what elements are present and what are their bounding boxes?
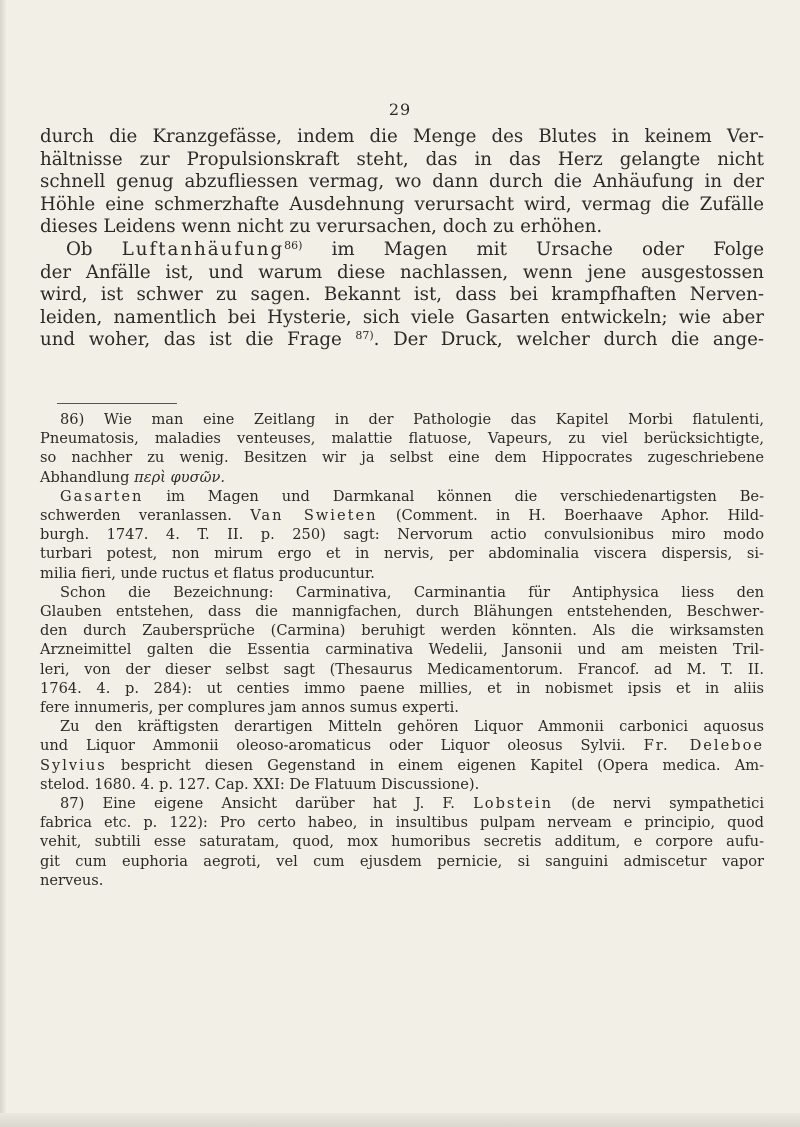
text-line: [40, 794, 764, 813]
text-line: durch die Kranzgefässe, indem die Menge des Blutes in keinem Ver-: [40, 126, 764, 147]
text-line: milia fieri, unde ructus et flatus producuntur.: [40, 564, 375, 582]
text-line: git cum euphoria aegroti, vel cum ejusdem pernicie, si sanguini admiscetur vapor: [40, 852, 764, 870]
text-line: nerveus.: [40, 871, 104, 889]
spaced-term: Luftanhäufung: [121, 238, 285, 260]
text-run: (Comment. in H. Boerhaave Aphor. Hild-: [377, 507, 764, 525]
text-line: leiden, namentlich bei Hysterie, sich viele Gasarten entwickeln; wie aber: [40, 306, 764, 328]
text-run: und woher, das ist die Frage: [40, 329, 356, 351]
page-number: 29: [388, 100, 412, 119]
text-line: fere innumeris, per complures jam annos sumus experti.: [40, 699, 459, 717]
footnote-87: [40, 794, 764, 890]
paragraph-1: [40, 126, 764, 239]
text-line: vehit, subtili esse saturatam, quod, mox humoribus secretis additum, e corpore aufu-: [40, 833, 764, 851]
spaced-term: Fr. Deleboe: [643, 737, 764, 755]
text-line: wird, ist schwer zu sagen. Bekannt ist, dass bei krampfhaften Nerven-: [40, 284, 764, 306]
footnote-86: [40, 410, 764, 794]
spaced-term: Lobstein: [473, 795, 553, 813]
text-line: hältnisse zur Propulsionskraft steht, das in das Herz gelangte nicht: [40, 148, 764, 170]
text-run: Abhandlung: [40, 468, 135, 486]
text-line: der Anfälle ist, und warum diese nachlassen, wenn jene ausgestossen: [40, 261, 764, 283]
text-line: turbari potest, non mirum ergo et in nervis, per abdominalia viscera dispersis, si-: [40, 545, 764, 563]
scan-edge-bottom: [0, 1113, 800, 1127]
spaced-term: Sylvius: [40, 756, 107, 774]
text-line: 1764. 4. p. 284): ut centies immo paene millies, et in nobismet ipsis et in aliis: [40, 679, 764, 697]
text-line: [40, 329, 764, 352]
text-run: . Der Druck, welcher durch die ange-: [373, 329, 764, 351]
greek-title: περὶ φυσῶν.: [134, 468, 225, 486]
text-line: fabrica etc. p. 122): Pro certo habeo, in insultibus pulpam nerveam e principio, quod: [40, 814, 764, 832]
text-line: Höhle eine schmerzhafte Ausdehnung verursacht wird, vermag die Zufälle: [40, 193, 764, 215]
text-line: [40, 468, 764, 487]
scan-edge-left: [0, 0, 6, 1127]
spaced-term: Gasarten: [60, 487, 144, 505]
text-line: 86) Wie man eine Zeitlang in der Pathologie das Kapitel Morbi flatulenti,: [60, 411, 764, 428]
text-run: schwerden veranlassen.: [40, 507, 251, 525]
text-line: leri, von der dieser selbst sagt (Thesaurus Medicamentorum. Francof. ad M. T. II.: [40, 660, 764, 678]
paragraph-2: [40, 239, 764, 352]
text-line: Schon die Bezeichnung: Carminativa, Carminantia für Antiphysica liess den: [60, 583, 764, 601]
text-line: schnell genug abzufliessen vermag, wo dann durch die Anhäufung in der: [40, 171, 764, 193]
text-line: Pneumatosis, maladies venteuses, malattie flatuose, Vapeurs, zu viel berücksichtigte,: [40, 430, 764, 448]
text-line: so nachher zu wenig. Besitzen wir ja selbst eine dem Hippocrates zugeschriebene: [40, 449, 764, 467]
footnote-ref-86: 86): [284, 238, 303, 252]
text-line: [40, 239, 764, 262]
spaced-term: Van Swieten: [250, 507, 378, 525]
footnote-rule: [57, 403, 177, 404]
main-text: [40, 126, 764, 352]
footnotes: [40, 410, 764, 890]
text-run: bespricht diesen Gegenstand in einem eigenen Kapitel (Opera medica. Am-: [106, 756, 764, 774]
text-line: [40, 736, 764, 755]
text-line: [40, 487, 764, 506]
text-run: im Magen und Darmkanal können die verschiedenartigsten Be-: [143, 487, 764, 505]
text-line: [40, 506, 764, 525]
text-line: stelod. 1680. 4. p. 127. Cap. XXI: De Flatuum Discussione).: [40, 775, 480, 793]
text-run: und Liquor Ammonii oleoso-aromaticus oder Liquor oleosus Sylvii.: [40, 737, 644, 755]
text-line: [40, 756, 764, 775]
text-line: Arzneimittel galten die Essentia carminativa Wedelii, Jansonii und am meisten Tril-: [40, 641, 764, 659]
text-run: im Magen mit Ursache oder Folge: [302, 238, 764, 260]
text-line: den durch Zaubersprüche (Carmina) beruhigt werden könnten. Als die wirksamsten: [40, 622, 764, 640]
text-line: burgh. 1747. 4. T. II. p. 250) sagt: Nervorum actio convulsionibus miro modo: [40, 526, 764, 544]
text-run: 87) Eine eigene Ansicht darüber hat J. F.: [60, 795, 474, 813]
footnote-ref-87: 87): [355, 329, 374, 343]
text-line: dieses Leidens wenn nicht zu verursachen, doch zu erhöhen.: [40, 216, 603, 238]
text-line: Zu den kräftigsten derartigen Mitteln gehören Liquor Ammonii carbonici aquosus: [60, 718, 764, 736]
text-line: Glauben entstehen, dass die mannigfachen, durch Blähungen entstehenden, Beschwer-: [40, 603, 764, 621]
text-run: (de nervi sympathetici: [552, 795, 765, 813]
text-run: Ob: [66, 238, 122, 260]
